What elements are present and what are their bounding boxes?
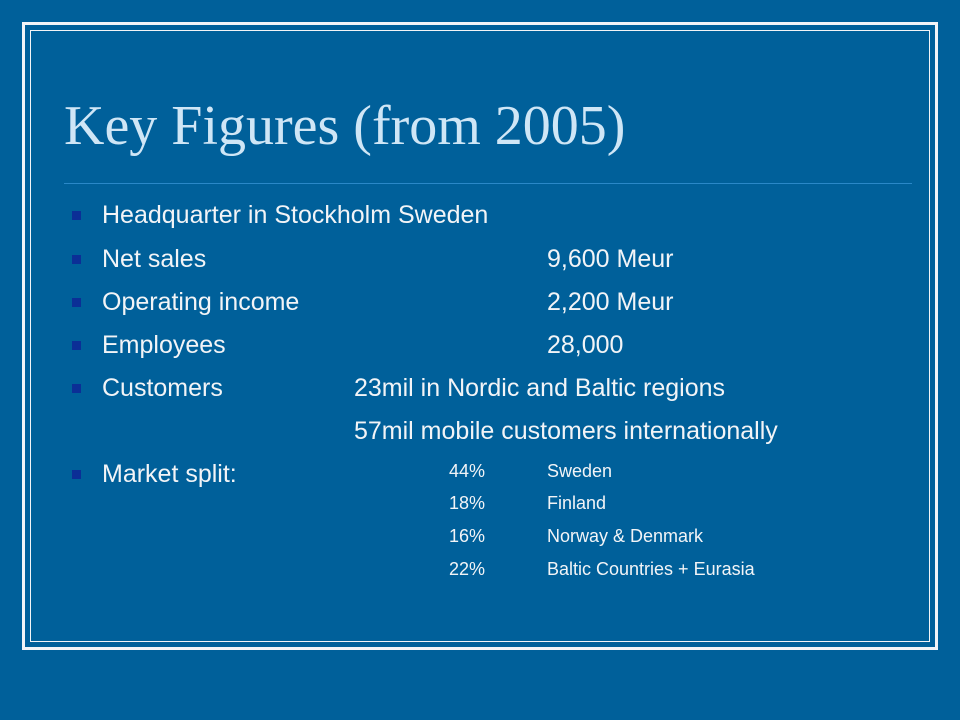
market-split-pct: 44% xyxy=(449,461,486,481)
bullet-icon xyxy=(72,470,81,479)
market-split-region: Finland xyxy=(547,493,607,513)
customers-label: Customers xyxy=(102,374,223,402)
market-split-pct: 18% xyxy=(449,493,486,513)
employees-label: Employees xyxy=(102,331,226,359)
net-sales-label: Net sales xyxy=(102,245,207,273)
operating-income-label: Operating income xyxy=(102,288,300,316)
bullet-icon xyxy=(72,255,81,264)
market-split-region: Baltic Countries + Eurasia xyxy=(547,559,755,579)
market-split-region: Sweden xyxy=(547,461,613,481)
slide-title: Key Figures (from 2005) xyxy=(64,95,626,157)
market-split-region: Norway & Denmark xyxy=(547,526,704,546)
customers-value-mobile: 57mil mobile customers internationally xyxy=(354,417,778,445)
bullet-icon xyxy=(72,211,81,220)
title-divider xyxy=(64,183,912,184)
market-split-label: Market split: xyxy=(102,460,237,488)
market-split-pct: 16% xyxy=(449,526,486,546)
bullet-icon xyxy=(72,298,81,307)
customers-value-nordic: 23mil in Nordic and Baltic regions xyxy=(354,374,726,402)
headquarter-label: Headquarter in Stockholm Sweden xyxy=(102,201,489,229)
operating-income-value: 2,200 Meur xyxy=(547,288,674,316)
bullet-icon xyxy=(72,384,81,393)
market-split-pct: 22% xyxy=(449,559,486,579)
net-sales-value: 9,600 Meur xyxy=(547,245,674,273)
bullet-icon xyxy=(72,341,81,350)
employees-value: 28,000 xyxy=(547,331,624,359)
